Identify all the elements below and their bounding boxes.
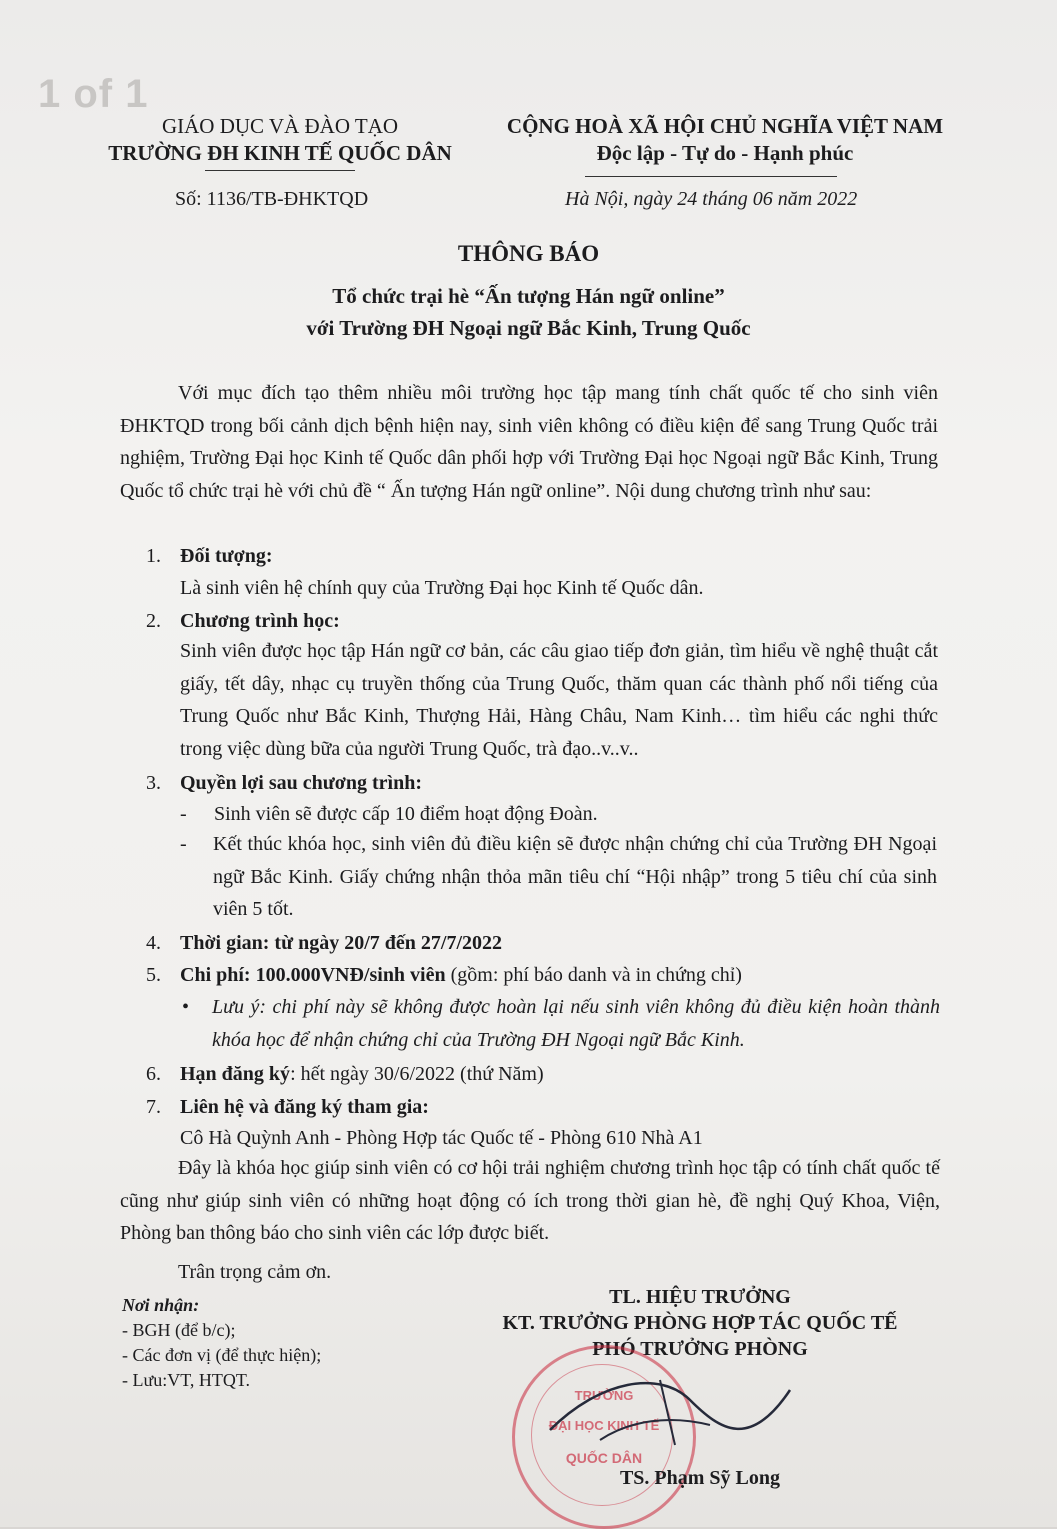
national-motto-block: [490, 113, 960, 167]
seal-text-line-2: ĐẠI HỌC KINH TẾ: [548, 1418, 660, 1433]
section-number: 3.: [146, 772, 161, 794]
benefit-item-1: [180, 798, 940, 830]
section-title: Chi phí: 100.000VNĐ/sinh viên: [180, 964, 446, 986]
signature-stroke: [600, 1420, 710, 1440]
section-6-heading: [146, 1058, 946, 1090]
recipients-heading: Nơi nhận:: [122, 1295, 200, 1315]
section-number: 7.: [146, 1096, 161, 1118]
section-2-heading: [146, 605, 946, 637]
section-title: Đối tượng:: [180, 545, 273, 567]
recipient-item: - BGH (để b/c);: [122, 1320, 236, 1340]
recipient-item: - Lưu:VT, HTQT.: [122, 1370, 251, 1390]
subtitle-line-1: Tổ chức trại hè “Ấn tượng Hán ngữ online”: [332, 284, 725, 308]
subtitle-line-2: với Trường ĐH Ngoại ngữ Bắc Kinh, Trung Quốc: [306, 316, 751, 340]
bullet-marker: •: [182, 996, 190, 1018]
benefit-text: Sinh viên sẽ được cấp 10 điểm hoạt động Đoàn.: [214, 803, 598, 825]
section-title: Hạn đăng ký: [180, 1063, 291, 1085]
section-2-body: Sinh viên được học tập Hán ngữ cơ bản, các câu giao tiếp đơn giản, tìm hiểu về nghệ thuật cắt giấy, tết dây, nhạc cụ truyền thống của Trung Quốc, thăm quan các thành phố nổi tiếng của Trung Quốc như Bắc Kinh, Thượng Hải, Hàng Châu, Nam Kinh… tìm hiểu các nghi thức trong việc dùng bữa của người Trung Quốc, trà đạo..v..v..: [180, 640, 938, 760]
section-4-heading: [146, 927, 946, 959]
motto-underline: [585, 176, 837, 177]
document-subtitle: [0, 280, 1057, 344]
thanks-line: Trân trọng cảm ơn.: [178, 1261, 332, 1283]
section-number: 4.: [146, 932, 161, 954]
document-title: THÔNG BÁO: [457, 241, 600, 266]
national-motto: Độc lập - Tự do - Hạnh phúc: [596, 141, 854, 165]
signature-block: [470, 1284, 930, 1362]
signature-line-2: KT. TRƯỞNG PHÒNG HỢP TÁC QUỐC TẾ: [502, 1312, 898, 1334]
section-title: Chương trình học:: [180, 610, 340, 632]
seal-text-line-3: QUỐC DÂN: [565, 1450, 643, 1466]
page-counter: 1 of 1: [38, 72, 149, 116]
issuer-ministry: GIÁO DỤC VÀ ĐÀO TẠO: [161, 114, 399, 138]
dash-marker: -: [180, 833, 187, 855]
intro-paragraph: Với mục đích tạo thêm nhiều môi trường học tập mang tính chất quốc tế cho sinh viên ĐHKTQD trong bối cảnh dịch bệnh hiện nay, sinh viên không có điều kiện để sang Trung Quốc trải nghiệm, Trường Đại học Kinh tế Quốc dân phối hợp với Trường Đại học Ngoại ngữ Bắc Kinh, Trung Quốc tổ chức trại hè với chủ đề “ Ấn tượng Hán ngữ online”. Nội dung chương trình như sau:: [120, 382, 938, 502]
section-1-body: Là sinh viên hệ chính quy của Trường Đại học Kinh tế Quốc dân.: [180, 577, 704, 599]
section-7-heading: [146, 1091, 946, 1123]
document-date: Hà Nội, ngày 24 tháng 06 năm 2022: [565, 188, 858, 210]
section-number: 2.: [146, 610, 161, 632]
section-detail: (gồm: phí báo danh và in chứng chỉ): [445, 964, 742, 986]
issuer-university: TRƯỜNG ĐH KINH TẾ QUỐC DÂN: [108, 141, 452, 165]
signer-name: TS. Phạm Sỹ Long: [619, 1467, 781, 1489]
section-title: Liên hệ và đăng ký tham gia:: [180, 1096, 429, 1118]
section-number: 5.: [146, 964, 161, 986]
signature-stroke: [660, 1380, 675, 1445]
recipients-block: [122, 1293, 321, 1393]
fee-note-text: Lưu ý: chi phí này sẽ không được hoàn lại nếu sinh viên không đủ điều kiện hoàn thành khóa học để nhận chứng chỉ của Trường ĐH Ngoại ngữ Bắc Kinh.: [212, 996, 940, 1051]
section-5-heading: [146, 959, 946, 991]
section-3-heading: [146, 767, 946, 799]
section-detail: : hết ngày 30/6/2022 (thứ Năm): [290, 1063, 544, 1085]
handwritten-signature: [540, 1360, 800, 1460]
section-title: Quyền lợi sau chương trình:: [180, 772, 422, 794]
issuer-block: [100, 113, 460, 167]
country-name: CỘNG HOÀ XÃ HỘI CHỦ NGHĨA VIỆT NAM: [506, 114, 944, 138]
section-1-heading: [146, 540, 946, 572]
seal-text-line-1: TRƯỜNG: [574, 1388, 634, 1403]
contact-info: Cô Hà Quỳnh Anh - Phòng Hợp tác Quốc tế - Phòng 610 Nhà A1: [180, 1127, 703, 1149]
issuer-underline: [205, 170, 355, 171]
section-number: 1.: [146, 545, 161, 567]
signature-line-1: TL. HIỆU TRƯỞNG: [609, 1286, 791, 1308]
benefit-text: Kết thúc khóa học, sinh viên đủ điều kiện sẽ được nhận chứng chỉ của Trường ĐH Ngoại ngữ Bắc Kinh. Giấy chứng nhận thỏa mãn tiêu chí “Hội nhập” trong 5 tiêu chí của sinh viên 5 tốt.: [213, 833, 937, 920]
closing-paragraph: Đây là khóa học giúp sinh viên có cơ hội trải nghiệm chương trình học tập có tính chất quốc tế cũng như giúp sinh viên có những hoạt động có ích trong thời gian hè, đề nghị Quý Khoa, Viện, Phòng ban thông báo cho sinh viên các lớp được biết.: [120, 1157, 940, 1244]
signature-line-3: PHÓ TRƯỞNG PHÒNG: [592, 1338, 808, 1360]
recipient-item: - Các đơn vị (để thực hiện);: [122, 1345, 322, 1365]
section-number: 6.: [146, 1063, 161, 1085]
section-title: Thời gian: từ ngày 20/7 đến 27/7/2022: [180, 932, 503, 954]
dash-marker: -: [180, 803, 187, 825]
document-number: Số: 1136/TB-ĐHKTQD: [175, 188, 369, 210]
